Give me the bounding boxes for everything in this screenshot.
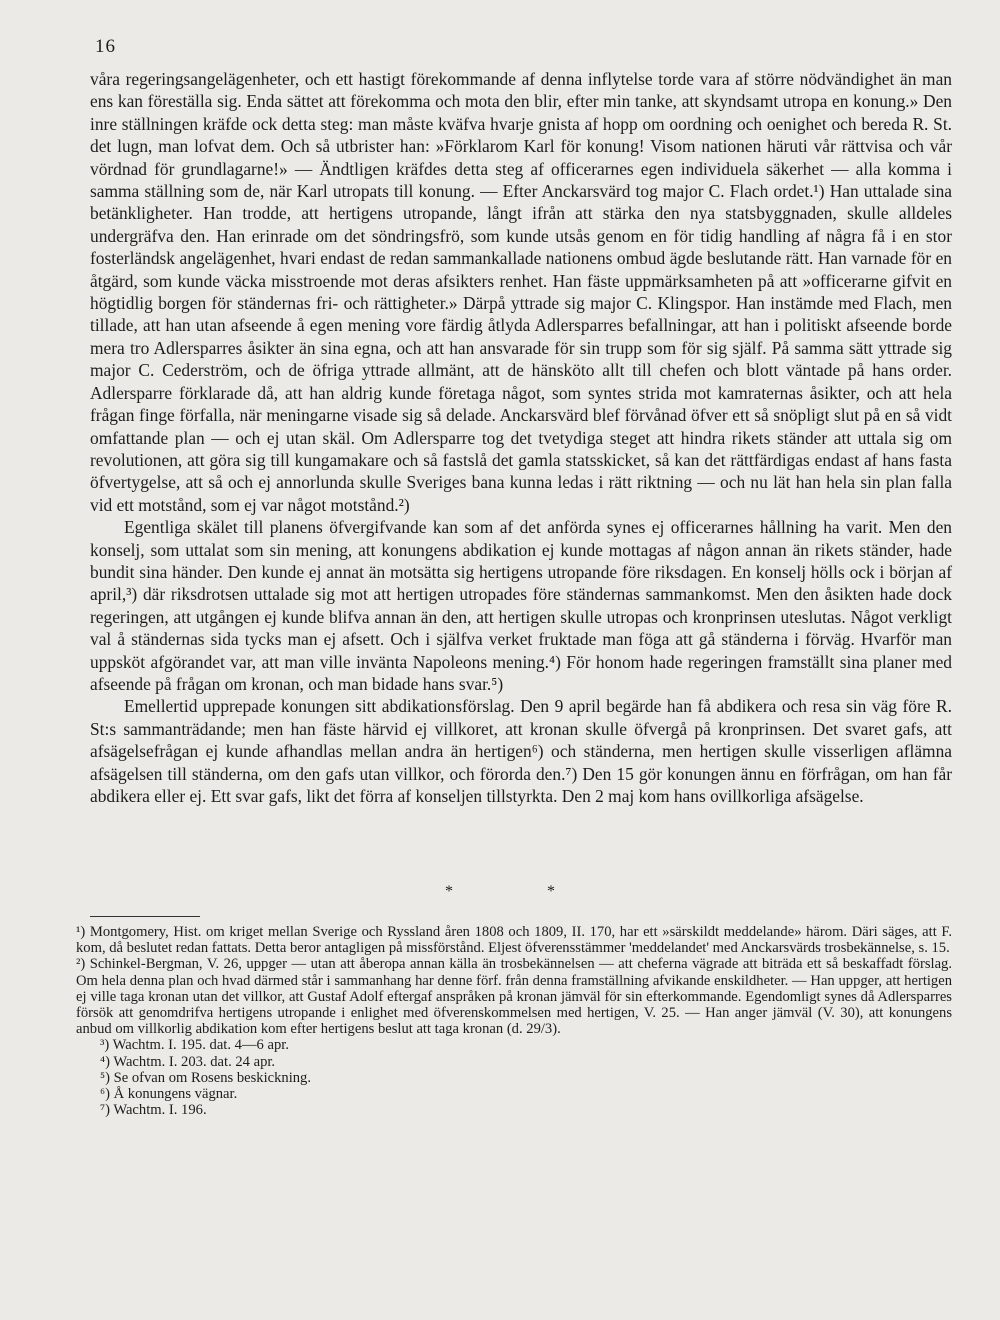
section-separator: * * [445,883,555,900]
footnote: ⁵) Se ofvan om Rosens beskickning. [100,1069,311,1086]
footnotes [76,924,952,1118]
footnote: ⁴) Wachtm. I. 203. dat. 24 apr. [100,1053,276,1070]
paragraph: Egentliga skälet till planens öfvergifvande kan som af det anförda synes ej officerarnes hållning ha varit. Men den konselj, som uttalat som sin mening, att konungens abdikation ej kunde mottagas af någon annan än rikets ständer, hade bundit sina händer. Den kunde ej annat än motsätta sig hertigens utropande före riksdagen. En konselj hölls ock i början af april,³) där riksdrotsen uttalade sig mot att hertigen utropades före ständernas sammankomst. Men den åsikten hade dock regeringen, att utgången ej kunde blifva annan än den, att hertigen skulle utropas och kronprinsen uteslutas. Något verkligt val å ständernas sida tycks man ej afsett. Och i själfva verket fruktade man föga att gå ständerna i förväg. Hvarför man uppsköt afgörandet var, att man ville invänta Napoleons mening.⁴) För honom hade regeringen framställt sina planer med afseende på frågan om kronan, och man bidade hans svar.⁵) [90,517,952,694]
footnote: ¹) Montgomery, Hist. om kriget mellan Sverige och Ryssland åren 1808 och 1809, II. 170, har ett »särskildt meddelande» härom. Däri säges, att F. kom, då beslutet redan fattats. Detta beror antagligen på missförstånd. Eljest öfverensstämmer 'meddelandet' med Anckarsvärds trosbekännelse, s. 15. [76,924,952,957]
page-number: 16 [95,36,116,57]
footnote-rule [90,916,200,917]
footnote: ⁶) Å konungens vägnar. [100,1086,238,1103]
body-text [90,68,952,807]
paragraph: våra regeringsangelägenheter, och ett hastigt förekommande af denna inflytelse torde vara af större nödvändighet än man ens kan föreställa sig. Enda sättet att förekomma och mota den blir, efter min tanke, att skyndsamt utropa en konung.» Den inre ställningen kräfde ock detta steg: man måste kväfva hvarje gnista af hopp om oordning och oenighet och bereda R. St. det lugn, man lofvat dem. Och så utbrister han: »Förklarom Karl för konung! Visom nationen häruti vår rättvisa och vår vördnad för grundlagarne!» — Ändtligen kräfdes detta steg af officerarnes egen individuela säkerhet — alla komma i samma ställning som de, när Karl utropats till konung. — Efter Anckarsvärd tog major C. Flach ordet.¹) Han uttalade sina betänkligheter. Han trodde, att hertigens utropande, långt ifrån att stärka den nya statsbyggnaden, skulle alldeles undergräfva den. Han erinrade om det söndringsfrö, som kunde utsås genom en för tidig handling af några få i en stor fosterländsk angelägenhet, hvari endast de redan sammankallade nationens ombud ägde beslutande rätt. Han varnade för en åtgärd, som kunde väcka misstroende mot deras afsikters renhet. Han fäste uppmärksamheten på att »officerarne gifvit en högtidlig borgen för ständernas fri- och rättigheter.» Därpå yttrade sig major C. Klingspor. Han instämde med Flach, men tillade, att han utan afseende å egen mening vore färdig åtlyda Adlersparres befallningar, att han i politiskt afseende borde mera tro Adlersparres åsikter än sina egna, och att han ansvarade för sin trupp som för sig själf. På samma sätt yttrade sig major C. Cederström, och de öfriga yttrade allmänt, att de hänsköto allt till chefen och blott väntade på hans order. Adlersparre förklarade då, att han aldrig kunde företaga något, som syntes strida mot kamraternas åsikter, och att hela frågan finge förfalla, när meningarne visade sig så delade. Anckarsvärd blef förvånad öfver ett så snöpligt slut på en så vidt omfattande plan — och ej utan skäl. Om Adlersparre tog det tvetydiga steget att hindra rikets ständer att uttala sig om revolutionen, att göra sig till kungamakare och så fastslå det gamla statsskicket, så kan det rättfärdigas endast af hans fasta öfvertygelse, att så och ej annorlunda skulle Sveriges bana kunna ledas i rätt riktning — och nu lät han hela sin plan falla vid ett motstånd, som ej var något motstånd.²) [90,69,952,515]
paragraph: Emellertid upprepade konungen sitt abdikationsförslag. Den 9 april begärde han få abdikera och resa sin väg före R. St:s sammanträdande; men han fäste härvid ej villkoret, att kronan skulle öfvergå på kronprinsen. Det svaret gafs, att afsägelsefrågan ej kunde afhandlas mellan andra än hertigen⁶) och ständerna, men hertigen skulle visserligen aflämna afsägelsen till ständerna, om den gafs utan villkor, och förorda den.⁷) Den 15 gör konungen ännu en förfrågan, om han får abdikera eller ej. Ett svar gafs, likt det förra af konseljen tillstyrkta. Den 2 maj kom hans ovillkorliga afsägelse. [90,696,952,806]
footnote: ⁷) Wachtm. I. 196. [100,1102,207,1119]
footnote: ²) Schinkel-Bergman, V. 26, uppger — utan att åberopa annan källa än trosbekännelsen — att cheferna vägrade att biträda ett så beskaffadt förslag. Om hela denna plan och hvad därmed står i sammanhang har denne förf. från denna framställning afvikande enskildheter. — Han uppger, att hertigen ej ville taga kronan utan det villkor, att Gustaf Adolf eftergaf anspråken på kronan jämväl för sin efterkommande. Egendomligt synes då Adlersparres försök att genomdrifva hertigens utropande i enlighet med öfverenskommelsen med hertigen, V. 25. — Han anger jämväl (V. 30), att konungens anbud om villkorlig abdikation kom efter hertigens beslut att taga kronan (d. 29/3). [76,956,952,1038]
footnote: ³) Wachtm. I. 195. dat. 4—6 apr. [100,1037,289,1054]
